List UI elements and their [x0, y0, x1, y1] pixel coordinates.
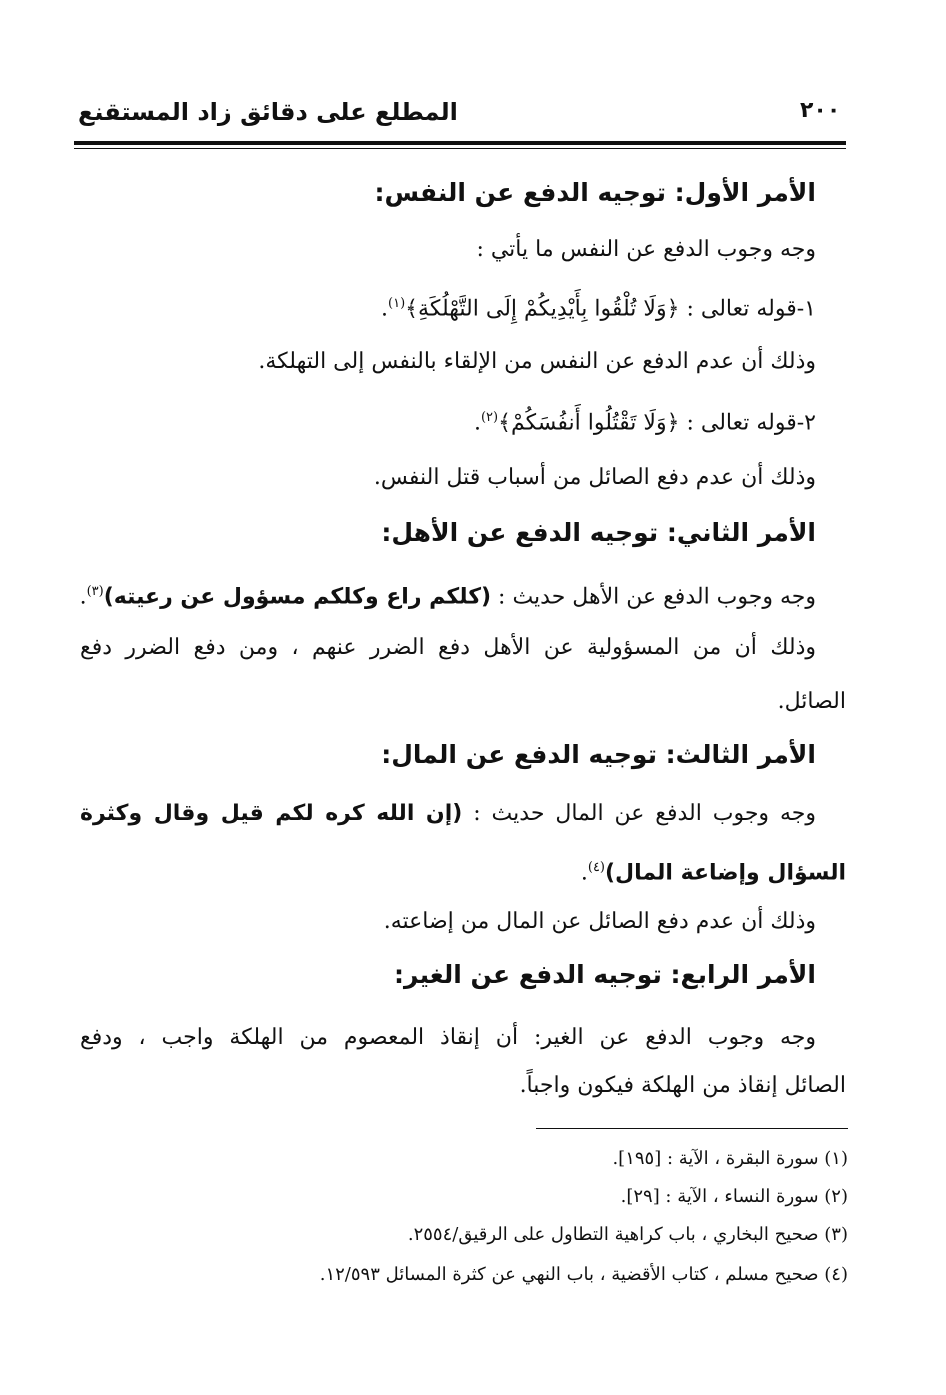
hadith-citation-2-part1: (إن الله كره لكم قيل وقال وكثرة [80, 801, 463, 826]
paragraph-property-explanation: وذلك أن عدم دفع الصائل عن المال من إضاعته. [383, 909, 816, 934]
hadith-citation-1: (كلكم راع وكلكم مسؤول عن رعيته) [103, 584, 492, 610]
paragraph-self-explanation-1: وذلك أن عدم الدفع عن النفس من الإلقاء بالنفس إلى التهلكة. [258, 349, 816, 374]
paragraph-others-line2: الصائل إنقاذ من الهلكة فيكون واجباً. [519, 1073, 846, 1098]
footnote-2: (٢) سورة النساء ، الآية : [٢٩]. [620, 1186, 848, 1207]
paragraph-self-intro: وجه وجوب الدفع عن النفس ما يأتي : [476, 237, 816, 262]
hadith-citation-2-part2: السؤال وإضاعة المال) [605, 860, 846, 886]
page-number: ٢٠٠ [800, 98, 841, 123]
running-header-title: المطلع على دقائق زاد المستقنع [78, 98, 458, 126]
paragraph-self-evidence-1: ١-قوله تعالى : ﴿وَلَا تُلْقُوا بِأَيْدِيكُمْ إِلَى التَّهْلُكَةِ﴾$^{(١)}$. [381, 296, 816, 322]
paragraph-family-explanation-line2: الصائل. [777, 689, 846, 714]
quran-citation-1: ١-قوله تعالى : ﴿وَلَا تُلْقُوا بِأَيْدِيكُمْ إِلَى التَّهْلُكَةِ﴾ [405, 296, 816, 322]
paragraph-property-evidence-line1: وجه وجوب الدفع عن المال حديث : (إن الله كره لكم قيل وقال وكثرة [80, 801, 816, 826]
paragraph-property-evidence-line2: السؤال وإضاعة المال)$^{(٤)}$. [580, 860, 846, 886]
footnote-ref-2[interactable]: (٢) [480, 410, 499, 425]
footnote-ref-1[interactable]: (١) [388, 296, 406, 311]
footnote-ref-3[interactable]: (٣) [86, 584, 104, 599]
paragraph-self-explanation-2: وذلك أن عدم دفع الصائل من أسباب قتل النفس. [373, 465, 816, 490]
section-heading-others: الأمر الرابع: توجيه الدفع عن الغير: [394, 960, 816, 989]
paragraph-others-line1: وجه وجوب الدفع عن الغير: أن إنقاذ المعصوم من الهلكة واجب ، ودفع [80, 1025, 816, 1050]
paragraph-family-evidence: وجه وجوب الدفع عن الأهل حديث : (كلكم راع وكلكم مسؤول عن رعيته)$^{(٣)}$. [79, 584, 816, 610]
paragraph-self-evidence-2: ٢-قوله تعالى : ﴿وَلَا تَقْتُلُوا أَنفُسَكُمْ﴾$^{(٢)}$. [473, 410, 816, 436]
header-rule-thin [74, 148, 846, 149]
footnote-separator [536, 1128, 848, 1129]
paragraph-family-explanation-line1: وذلك أن من المسؤولية عن الأهل دفع الضرر عنهم ، ومن دفع الضرر دفع [80, 635, 816, 660]
quran-citation-2: ٢-قوله تعالى : ﴿وَلَا تَقْتُلُوا أَنفُسَكُمْ﴾ [498, 410, 816, 436]
footnote-3: (٣) صحيح البخاري ، باب كراهية التطاول على الرقيق/٢٥٥٤. [407, 1224, 848, 1245]
section-heading-property: الأمر الثالث: توجيه الدفع عن المال: [381, 740, 816, 769]
footnote-1: (١) سورة البقرة ، الآية : [١٩٥]. [612, 1148, 848, 1169]
header-rule-thick [74, 141, 846, 145]
section-heading-family: الأمر الثاني: توجيه الدفع عن الأهل: [381, 518, 816, 547]
footnote-ref-4[interactable]: (٤) [587, 860, 605, 875]
footnote-4: (٤) صحيح مسلم ، كتاب الأقضية ، باب النهي عن كثرة المسائل ١٢/٥٩٣. [319, 1264, 848, 1285]
section-heading-self: الأمر الأول: توجيه الدفع عن النفس: [374, 178, 816, 207]
